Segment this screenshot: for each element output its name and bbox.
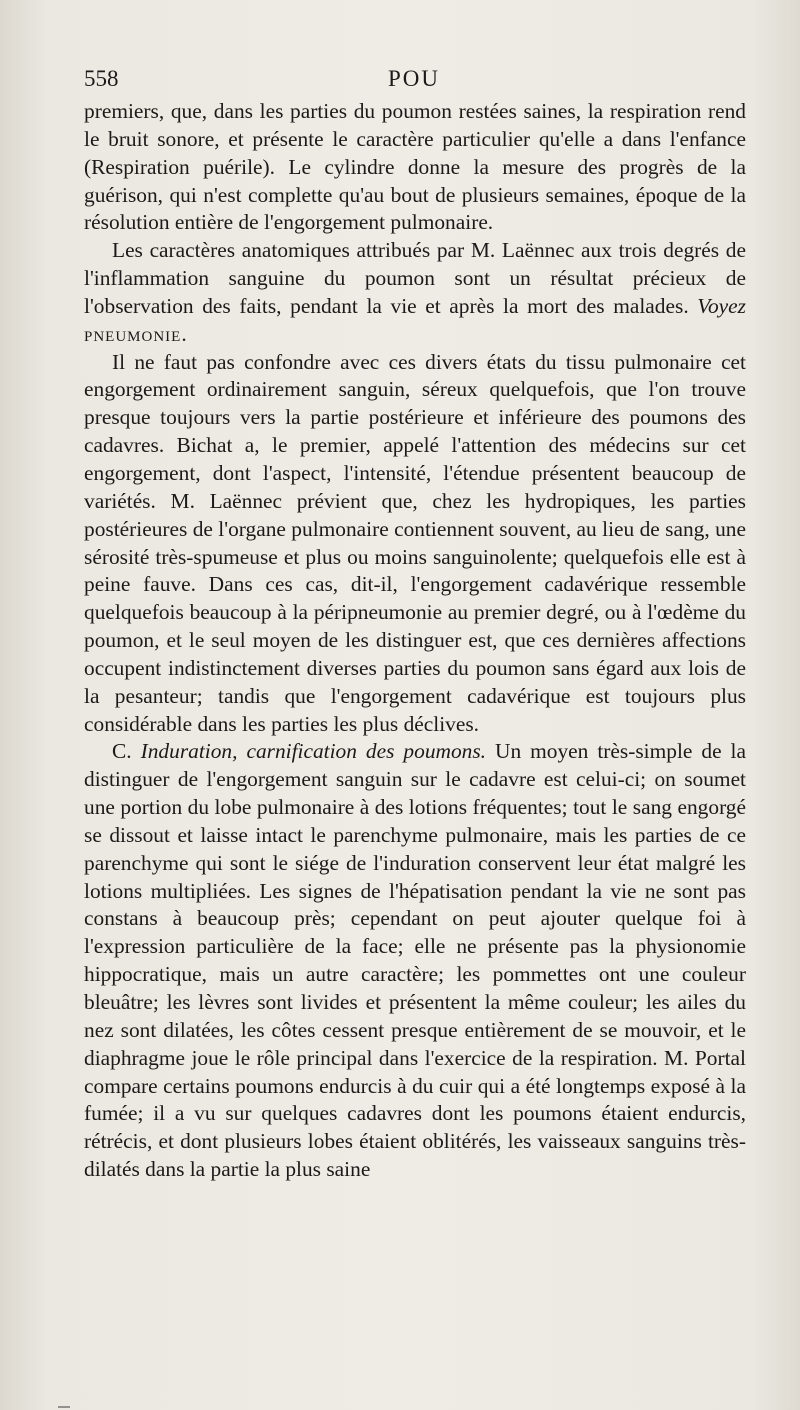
voyez-label: Voyez <box>697 293 746 318</box>
paragraph-text: premiers, que, dans les parties du poumon restées saines, la respiration rend le bruit sonore, et présente le caractère particulier qu'elle a dans l'enfance (Respiration puérile). Le cylindre donne la mesure des progrès de la guérison, qui n'est complette qu'au bout de plusieurs semaines, époque de la résolution entière de l'engorgement pulmonaire. <box>84 99 746 235</box>
section-label: C. <box>112 739 132 764</box>
crossref-pneumonie: pneumonie. <box>84 321 188 346</box>
paragraph-cadaveric-engorgement <box>84 349 746 739</box>
page-number: 558 <box>84 66 119 91</box>
paragraph-continuation <box>84 98 746 237</box>
section-heading: Induration, carnification des poumons. <box>140 739 487 764</box>
paragraph-text: Les caractères anatomiques attribués par M. Laënnec aux trois degrés de l'inflammation sanguine du poumon sont un résultat précieux de l'observation des faits, pendant la vie et après la mort des malades. <box>84 238 746 318</box>
paragraph-text: Un moyen très-simple de la distinguer de l'engorgement sanguin sur le cadavre est celui-ci; on soumet une portion du lobe pulmonaire à des lotions fréquentes; tout le sang engorgé se dissout et laisse intact le parenchyme pulmonaire, mais les parties de ce parenchyme qui sont le siége de l'induration conservent leur état malgré les lotions multipliées. Les signes de l'hépatisation pendant la vie ne sont pas constans à beaucoup près; cependant on peut ajouter quelque foi à l'expression particulière de la face; elle ne présente pas la physionomie hippocratique, mais un autre caractère; les pommettes ont une couleur bleuâtre; les lèvres sont livides et présentent la même couleur; les ailes du nez sont dilatées, les côtes cessent presque entièrement de se mouvoir, et le diaphragme joue le rôle principal dans l'exercice de la respiration. M. Portal compare certains poumons endurcis à du cuir qui a été longtemps exposé à la fumée; il a vu sur quelques cadavres dont les poumons étaient endurcis, rétrécis, et dont plusieurs lobes étaient oblitérés, les vaisseaux sanguins très-dilatés dans la partie la plus saine <box>84 739 746 1182</box>
page-margin-mark <box>58 1406 70 1408</box>
paragraph-text: Il ne faut pas confondre avec ces divers états du tissu pulmonaire cet engorgement ordinairement sanguin, séreux quelquefois, que l'on trouve presque toujours vers la partie postérieure et inférieure des poumons des cadavres. Bichat a, le premier, appelé l'attention des médecins sur cet engorgement, dont l'aspect, l'intensité, l'étendue présentent beaucoup de variétés. M. Laënnec prévient que, chez les hydropiques, les parties postérieures de l'organe pulmonaire contiennent souvent, au lieu de sang, une sérosité très-spumeuse et plus ou moins sanguinolente; quelquefois elle est à peine fauve. Dans ces cas, dit-il, l'engorgement cadavérique ressemble quelquefois beaucoup à la péripneumonie au premier degré, ou à l'œdème du poumon, et le seul moyen de les distinguer est, que ces dernières affections occupent indistinctement diverses parties du poumon sans égard aux lois de la pesanteur; tandis que l'engorgement cadavérique est toujours plus considérable dans les parties les plus déclives. <box>84 349 746 736</box>
body-text <box>84 98 746 1184</box>
running-head: POU <box>387 66 440 91</box>
paragraph-anatomical-characters <box>84 237 746 348</box>
paragraph-induration <box>84 738 746 1184</box>
page-header <box>84 66 744 96</box>
